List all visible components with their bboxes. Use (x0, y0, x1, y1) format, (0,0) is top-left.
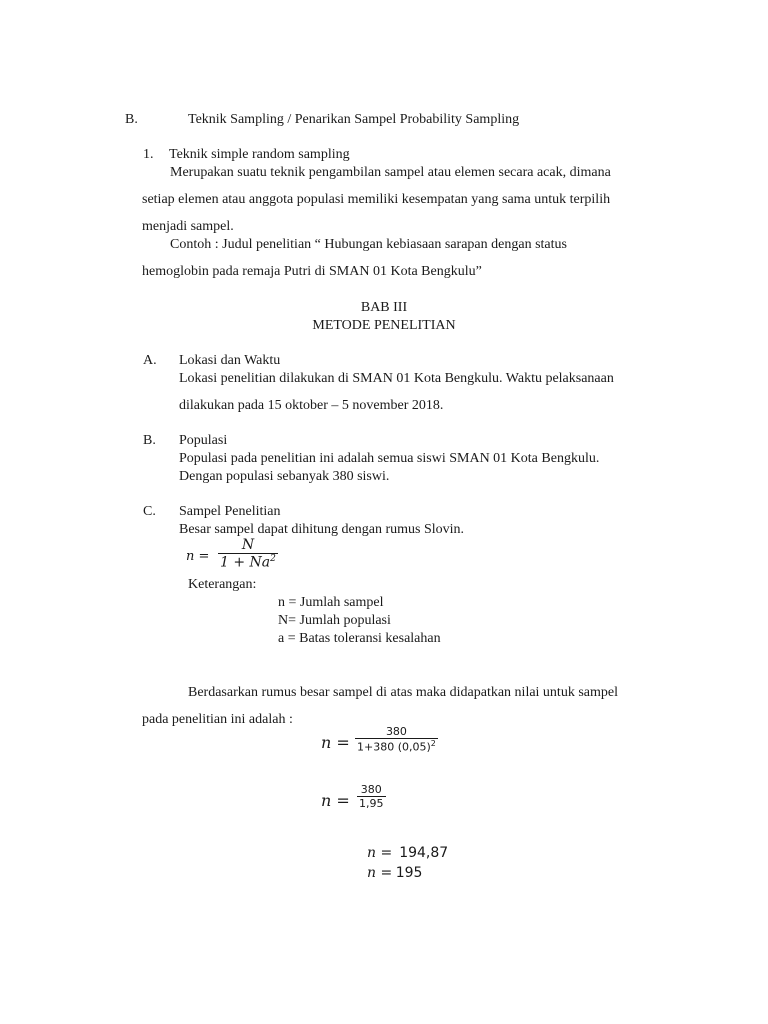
calc-step-2-denominator: 1,95 (359, 797, 384, 810)
contoh-line-1: Contoh : Judul penelitian “ Hubungan kebiasaan sarapan dengan status (170, 237, 567, 252)
keterangan-label: Keterangan: (188, 577, 257, 592)
chapter-title: METODE PENELITIAN (312, 318, 456, 333)
section-b2-line-2: Dengan populasi sebanyak 380 siswi. (179, 469, 390, 484)
calc-step-3-value: 194,87 (399, 845, 449, 861)
calc-step-3-lhs: n = (367, 845, 393, 861)
legend-item-N: N= Jumlah populasi (278, 613, 391, 628)
item-1-number: 1. (143, 147, 154, 162)
conclusion-line-2: pada penelitian ini adalah : (142, 712, 293, 727)
calc-step-3 (367, 844, 448, 863)
section-c-line-1: Besar sampel dapat dihitung dengan rumus Slovin. (179, 522, 465, 537)
item-1-paragraph-line-1: Merupakan suatu teknik pengambilan sampel atau elemen secara acak, dimana (170, 165, 611, 180)
item-1-paragraph-line-3: menjadi sampel. (142, 219, 234, 234)
calc-step-2-numerator: 380 (360, 783, 382, 796)
slovin-denominator: 1 + Na (220, 554, 271, 571)
calc-step-1-numerator: 380 (385, 725, 407, 738)
slovin-exponent: 2 (270, 554, 276, 564)
slovin-formula-lhs: n = (186, 549, 210, 564)
item-1-paragraph-line-2: setiap elemen atau anggota populasi memiliki kesempatan yang sama untuk terpilih (142, 192, 611, 207)
slovin-fraction (218, 537, 278, 571)
calc-step-2-fraction (357, 783, 386, 810)
calc-step-1-exponent: 2 (430, 739, 436, 748)
conclusion-line-1: Berdasarkan rumus besar sampel di atas maka didapatkan nilai untuk sampel (188, 685, 618, 700)
calc-step-4-lhs: n = (367, 865, 393, 881)
calc-step-1-fraction (355, 725, 438, 754)
section-b-letter: B. (125, 112, 138, 127)
section-b2-title: Populasi (179, 433, 228, 448)
contoh-line-2: hemoglobin pada remaja Putri di SMAN 01 Kota Bengkulu” (142, 264, 482, 279)
section-b2-letter: B. (143, 433, 156, 448)
section-a-letter: A. (143, 353, 157, 368)
section-b-title: Teknik Sampling / Penarikan Sampel Probability Sampling (188, 112, 520, 127)
legend-item-n: n = Jumlah sampel (278, 595, 384, 610)
legend-item-a: a = Batas toleransi kesalahan (278, 631, 441, 646)
section-a-title: Lokasi dan Waktu (179, 353, 281, 368)
item-1-title: Teknik simple random sampling (169, 147, 350, 162)
section-c-title: Sampel Penelitian (179, 504, 281, 519)
calc-step-2-lhs: n = (321, 791, 350, 810)
calc-step-1-lhs: n = (321, 733, 350, 752)
slovin-numerator: N (241, 537, 255, 553)
calc-step-4 (367, 864, 422, 883)
section-b2-line-1: Populasi pada penelitian ini adalah semua siswi SMAN 01 Kota Bengkulu. (179, 451, 600, 466)
calc-step-1-denominator: 1+380 (0,05) (357, 740, 431, 754)
section-a-line-1: Lokasi penelitian dilakukan di SMAN 01 Kota Bengkulu. Waktu pelaksanaan (179, 371, 614, 386)
calc-step-4-value: 195 (395, 865, 423, 881)
chapter-label: BAB III (360, 300, 408, 315)
section-c-letter: C. (143, 504, 156, 519)
section-a-line-2: dilakukan pada 15 oktober – 5 november 2018. (179, 398, 444, 413)
